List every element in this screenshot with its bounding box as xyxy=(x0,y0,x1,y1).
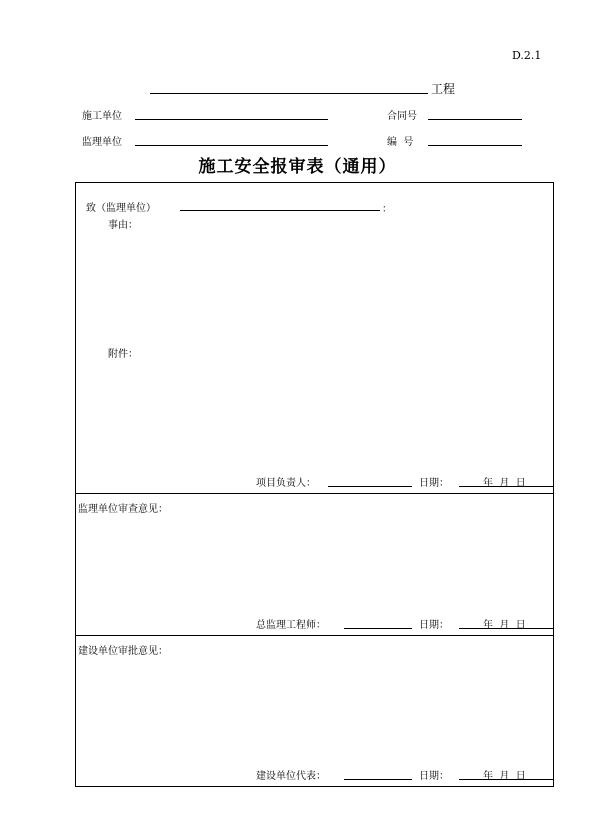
date-units-1: 年 月 日 xyxy=(483,478,526,489)
project-name-field[interactable] xyxy=(150,93,428,94)
supervision-unit-field[interactable] xyxy=(135,145,328,146)
chief-engineer-label: 总监理工程师： xyxy=(256,620,326,631)
serial-no-field[interactable] xyxy=(428,145,522,146)
owner-opinion-label: 建设单位审批意见： xyxy=(78,646,168,657)
construction-unit-label: 施工单位 xyxy=(82,111,122,122)
to-colon: ： xyxy=(382,204,392,215)
date-label-3: 日期： xyxy=(419,771,449,782)
date-field-2[interactable] xyxy=(459,628,554,629)
date-label-1: 日期： xyxy=(419,478,449,489)
date-field-1[interactable] xyxy=(459,486,554,487)
date-units-3: 年 月 日 xyxy=(483,771,526,782)
to-supervision-field[interactable] xyxy=(180,210,380,211)
section-divider-1 xyxy=(75,493,554,494)
contract-no-label: 合同号 xyxy=(387,111,417,122)
to-supervision-label: 致（监理单位） xyxy=(86,203,156,214)
section-divider-2 xyxy=(75,635,554,636)
owner-representative-field[interactable] xyxy=(344,779,412,780)
attachment-label: 附件： xyxy=(108,349,138,360)
reason-label: 事由： xyxy=(108,220,138,231)
serial-no-label: 编 号 xyxy=(387,137,414,148)
chief-engineer-field[interactable] xyxy=(344,628,412,629)
page-title: 施工安全报审表（通用） xyxy=(198,157,397,177)
date-units-2: 年 月 日 xyxy=(483,620,526,631)
project-manager-label: 项目负责人： xyxy=(256,478,316,489)
owner-representative-label: 建设单位代表： xyxy=(256,771,326,782)
contract-no-field[interactable] xyxy=(428,119,522,120)
project-suffix: 工程 xyxy=(431,82,456,96)
document-code: D.2.1 xyxy=(512,49,542,62)
date-field-3[interactable] xyxy=(459,779,554,780)
date-label-2: 日期： xyxy=(419,620,449,631)
supervision-opinion-label: 监理单位审查意见： xyxy=(78,504,168,515)
supervision-unit-label: 监理单位 xyxy=(82,137,122,148)
construction-unit-field[interactable] xyxy=(135,119,328,120)
project-manager-field[interactable] xyxy=(328,486,412,487)
